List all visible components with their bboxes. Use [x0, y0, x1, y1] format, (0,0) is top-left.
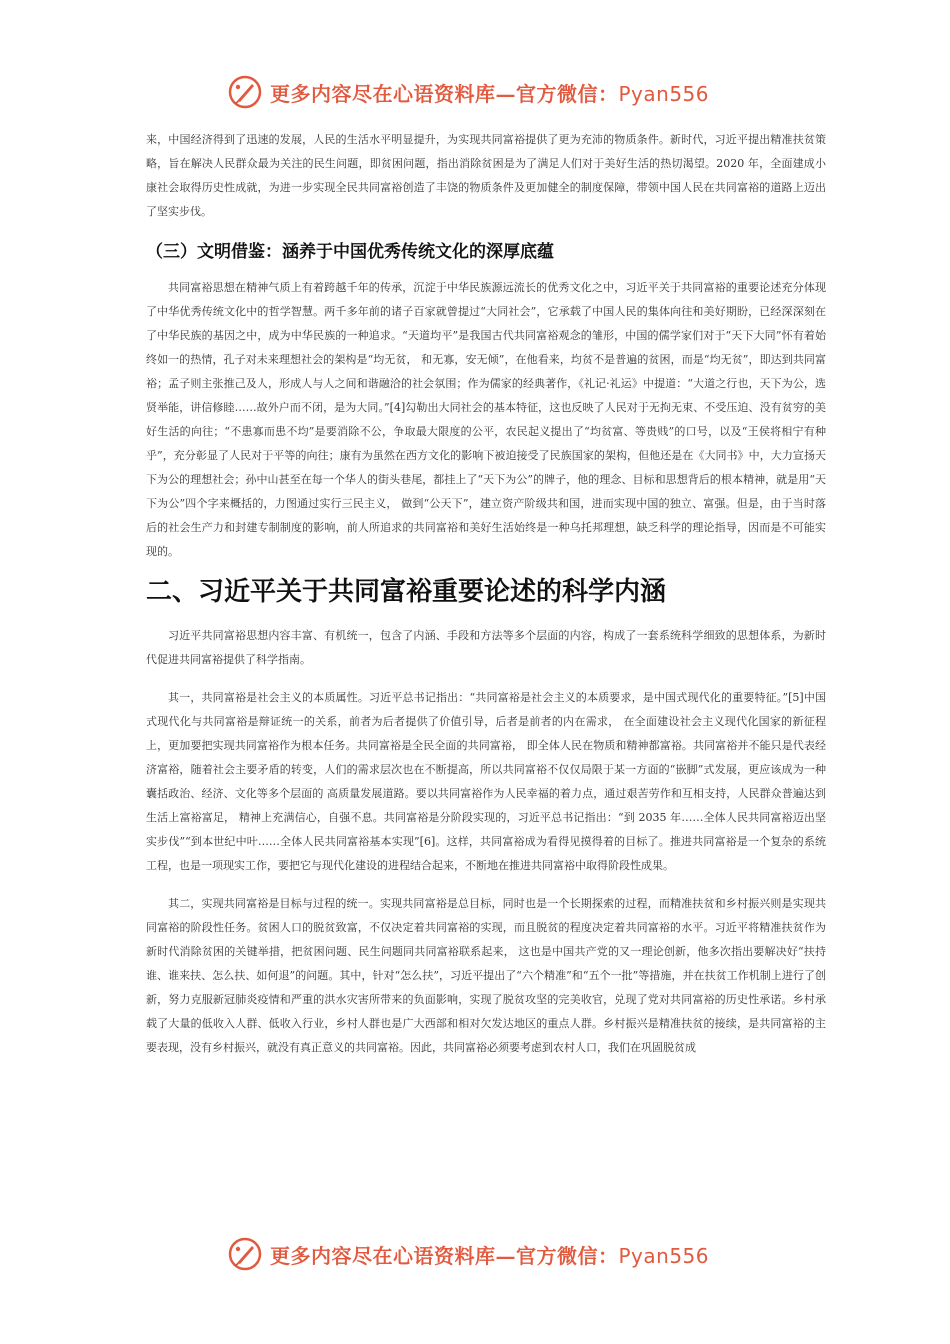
first-point-paragraph: 其一，共同富裕是社会主义的本质属性。习近平总书记指出：“共同富裕是社会主义的本质要求，是中国式现代化的重要特征。”[5]中国式现代化与共同富裕是辩证统一的关系，前者为后者提供了价值引导，后者是前者的内在需求， 在全面建设社会主义现代化国家的新征程上，更加要把实现共同富裕作为根本任务。共同富裕是全民全面的共同富裕， 即全体人民在物质和精神都富裕。共同富裕并不能只是代表经济富裕，随着社会主要矛盾的转变，人们的需求层次也在不断提高，所以共同富裕不仅仅局限于某一方面的“嵌脚”式发展，更应该成为一种囊括政治、经济、文化等多个层面的 高质量发展道路。要以共同富裕作为人民幸福的着力点，通过艰苦劳作和互相支持，人民群众普遍达到生活上富裕富足， 精神上充满信心，自强不息。共同富裕是分阶段实现的，习近平总书记指出：“到 2035 年……全体人民共同富裕迈出坚实步伐”“到本世纪中叶……全体人民共同富裕基本实现”[6]。这样，共同富裕成为看得见摸得着的目标了。推进共同富裕是一个复杂的系统工程，也是一项现实工作，要把它与现代化建设的进程结合起来，不断地在推进共同富裕中取得阶段性成果。: [146, 691, 826, 872]
quill-pen-logo-icon: [228, 1237, 262, 1271]
wechat-id: Pyan556: [618, 81, 710, 106]
document-body: [146, 128, 826, 1060]
culture-paragraph: 共同富裕思想在精神气质上有着跨越千年的传承，沉淀于中华民族源远流长的优秀文化之中，习近平关于共同富裕的重要论述充分体现了中华优秀传统文化中的哲学智慧。两千多年前的诸子百家就曾提过“大同社会”，它承载了中国人民的集体向往和美好期盼，已经深深刻在了中华民族的基因之中，成为中华民族的一种追求。“天道均平”是我国古代共同富裕观念的雏形，中国的儒学家们对于“天下大同”怀有着始终如一的热情，孔子对未来理想社会的架构是“均无贫， 和无寡，安无倾”，在他看来，均贫不是普遍的贫困，而是“均无贫”，即达到共同富裕；孟子则主张推己及人，形成人与人之间和谐融洽的社会氛围；作为儒家的经典著作，《礼记·礼运》中提道：“大道之行也，天下为公，选贤举能，讲信修睦……故外户而不闭，是为大同。”[4]勾勒出大同社会的基本特征，这也反映了人民对于无拘无束、不受压迫、没有贫穷的美好生活的向往；“不患寡而患不均”是要消除不公，争取最大限度的公平，农民起义提出了“均贫富、等贵贱”的口号，以及“王侯将相宁有种乎”，充分彰显了人民对于平等的向往；康有为虽然在西方文化的影响下被迫接受了民族国家的架构，但他还是在《大同书》中，大力宣扬天下为公的理想社会；孙中山甚至在每一个华人的街头巷尾，都挂上了“天下为公”的牌子，他的理念、目标和思想背后的根本精神，就是用“天下为公”四个字来概括的，力图通过实行三民主义， 做到“公天下”，建立资产阶级共和国，进而实现中国的独立、富强。但是，由于当时落后的社会生产力和封建专制制度的影响，前人所追求的共同富裕和美好生活始终是一种乌托邦理想，缺乏科学的理论指导，因而是不可能实现的。: [146, 281, 826, 558]
header-banner: [228, 74, 748, 110]
section-heading-2: 二、习近平关于共同富裕重要论述的科学内涵: [146, 577, 667, 607]
overview-paragraph: 习近平共同富裕思想内容丰富、有机统一，包含了内涵、手段和方法等多个层面的内容，构成了一套系统科学细致的思想体系，为新时代促进共同富裕提供了科学指南。: [146, 629, 826, 666]
second-point-paragraph: 其二，实现共同富裕是目标与过程的统一。实现共同富裕是总目标，同时也是一个长期探索的过程，而精准扶贫和乡村振兴则是实现共同富裕的阶段性任务。贫困人口的脱贫致富，不仅决定着共同富裕的实现，而且脱贫的程度决定着共同富裕的水平。习近平将精准扶贫作为新时代消除贫困的关键举措，把贫困问题、民生问题同共同富裕联系起来， 这也是中国共产党的又一理论创新，他多次指出要解决好“扶持谁、谁来扶、怎么扶、如何退”的问题。其中，针对“怎么扶”，习近平提出了“六个精准”和“五个一批”等措施，并在扶贫工作机制上进行了创新，努力克服新冠肺炎疫情和严重的洪水灾害所带来的负面影响，实现了脱贫攻坚的完美收官，兑现了党对共同富裕的历史性承诺。乡村承载了大量的低收入人群、低收入行业，乡村人群也是广大西部和相对欠发达地区的重点人群。乡村振兴是精准扶贫的接续，是共同富裕的主要表现，没有乡村振兴，就没有真正意义的共同富裕。因此，共同富裕必须要考虑到农村人口，我们在巩固脱贫成: [146, 897, 826, 1054]
banner-text: 更多内容尽在心语资料库—官方微信：: [270, 81, 619, 106]
wechat-id: Pyan556: [618, 1243, 710, 1268]
banner-text: 更多内容尽在心语资料库—官方微信：: [270, 1243, 619, 1268]
footer-banner: [228, 1236, 748, 1272]
quill-pen-logo-icon: [228, 75, 262, 109]
section-heading-3: （三）文明借鉴：涵养于中国优秀传统文化的深厚底蕴: [146, 242, 554, 262]
intro-paragraph: 来，中国经济得到了迅速的发展，人民的生活水平明显提升，为实现共同富裕提供了更为充沛的物质条件。新时代，习近平提出精准扶贫策略，旨在解决人民群众最为关注的民生问题，即贫困问题，指出消除贫困是为了满足人们对于美好生活的热切渴望。2020 年，全面建成小康社会取得历史性成就，为进一步实现全民共同富裕创造了丰饶的物质条件及更加健全的制度保障，带领中国人民在共同富裕的道路上迈出了坚实步伐。: [146, 133, 826, 218]
